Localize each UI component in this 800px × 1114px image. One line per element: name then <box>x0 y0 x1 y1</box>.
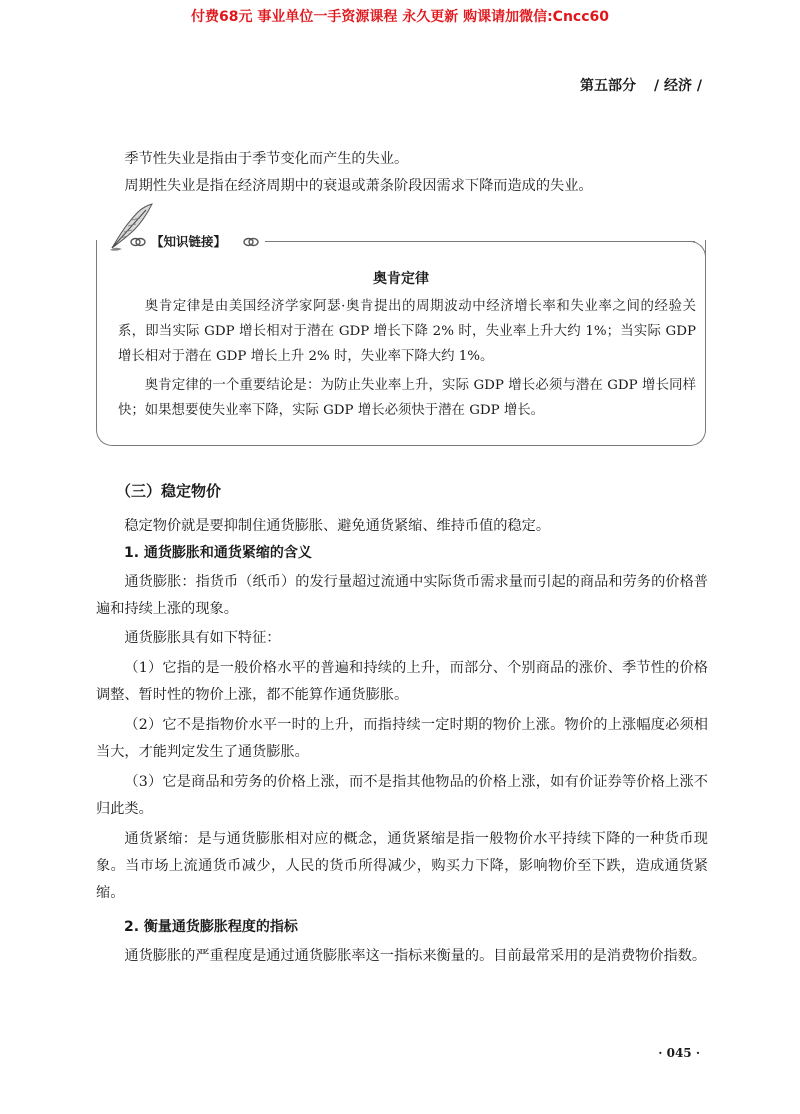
knowledge-box-paragraph-2: 奥肯定律的一个重要结论是：为防止失业率上升，实际 GDP 增长必须与潜在 GDP 增长同样快；如果想要使失业率下降，实际 GDP 增长必须快于潜在 GDP 增长。 <box>118 378 696 418</box>
running-head <box>580 75 702 95</box>
inflation-features-intro: 通货膨胀具有如下特征： <box>124 630 281 646</box>
inflation-feature-2: （2）它不是指物价水平一时的上升，而指持续一定时期的物价上涨。物价的上涨幅度必须相当大，才能判定发生了通货膨胀。 <box>96 717 708 760</box>
section-title: （三）稳定物价 <box>116 482 222 500</box>
intro-paragraph-seasonal: 季节性失业是指由于季节变化而产生的失业。 <box>124 151 409 167</box>
watermark-banner: 付费68元 事业单位一手资源课程 永久更新 购课请加微信:Cncc60 <box>190 9 610 25</box>
deflation-definition: 通货紧缩：是与通货膨胀相对应的概念，通货紧缩是指一般物价水平持续下降的一种货币现象。当市场上流通货币减少，人民的货币所得减少，购买力下降，影响物价至下跌，造成通货紧缩。 <box>96 831 708 901</box>
inflation-feature-1: （1）它指的是一般价格水平的普遍和持续的上升，而部分、个别商品的涨价、季节性的价格调整、暂时性的物价上涨，都不能算作通货膨胀。 <box>96 660 708 703</box>
running-head-topic: / 经济 / <box>654 78 702 94</box>
subsection-1-heading: 1. 通货膨胀和通货紧缩的含义 <box>124 545 312 561</box>
chain-link-icon-right <box>243 236 259 248</box>
knowledge-box-top-line <box>265 241 695 242</box>
inflation-measure-text: 通货膨胀的严重程度是通过通货膨胀率这一指标来衡量的。目前最常采用的是消费物价指数。 <box>124 948 707 964</box>
knowledge-box-title: 奥肯定律 <box>373 271 429 287</box>
running-head-part: 第五部分 <box>580 78 637 94</box>
inflation-definition: 通货膨胀：指货币（纸币）的发行量超过流通中实际货币需求量而引起的商品和劳务的价格普遍和持续上涨的现象。 <box>96 574 708 617</box>
inflation-feature-3: （3）它是商品和劳务的价格上涨，而不是指其他物品的价格上涨，如有价证券等价格上涨不归此类。 <box>96 774 708 817</box>
section-intro: 稳定物价就是要抑制住通货膨胀、避免通货紧缩、维持币值的稳定。 <box>124 518 551 534</box>
chain-link-icon-left <box>130 236 146 248</box>
subsection-2-heading: 2. 衡量通货膨胀程度的指标 <box>124 919 298 935</box>
intro-paragraph-cyclical: 周期性失业是指在经济周期中的衰退或萧条阶段因需求下降而造成的失业。 <box>124 178 593 194</box>
knowledge-box-paragraph-1: 奥肯定律是由美国经济学家阿瑟·奥肯提出的周期波动中经济增长率和失业率之间的经验关系，即当实际 GDP 增长相对于潜在 GDP 增长下降 2% 时，失业率上升大约 1%；当实际 GDP 增长相对于潜在 GDP 增长上升 2% 时，失业率下降大约 1%。 <box>118 299 696 364</box>
knowledge-box-label: 【知识链接】 <box>151 234 227 249</box>
page-number: · 045 · <box>658 1046 700 1060</box>
